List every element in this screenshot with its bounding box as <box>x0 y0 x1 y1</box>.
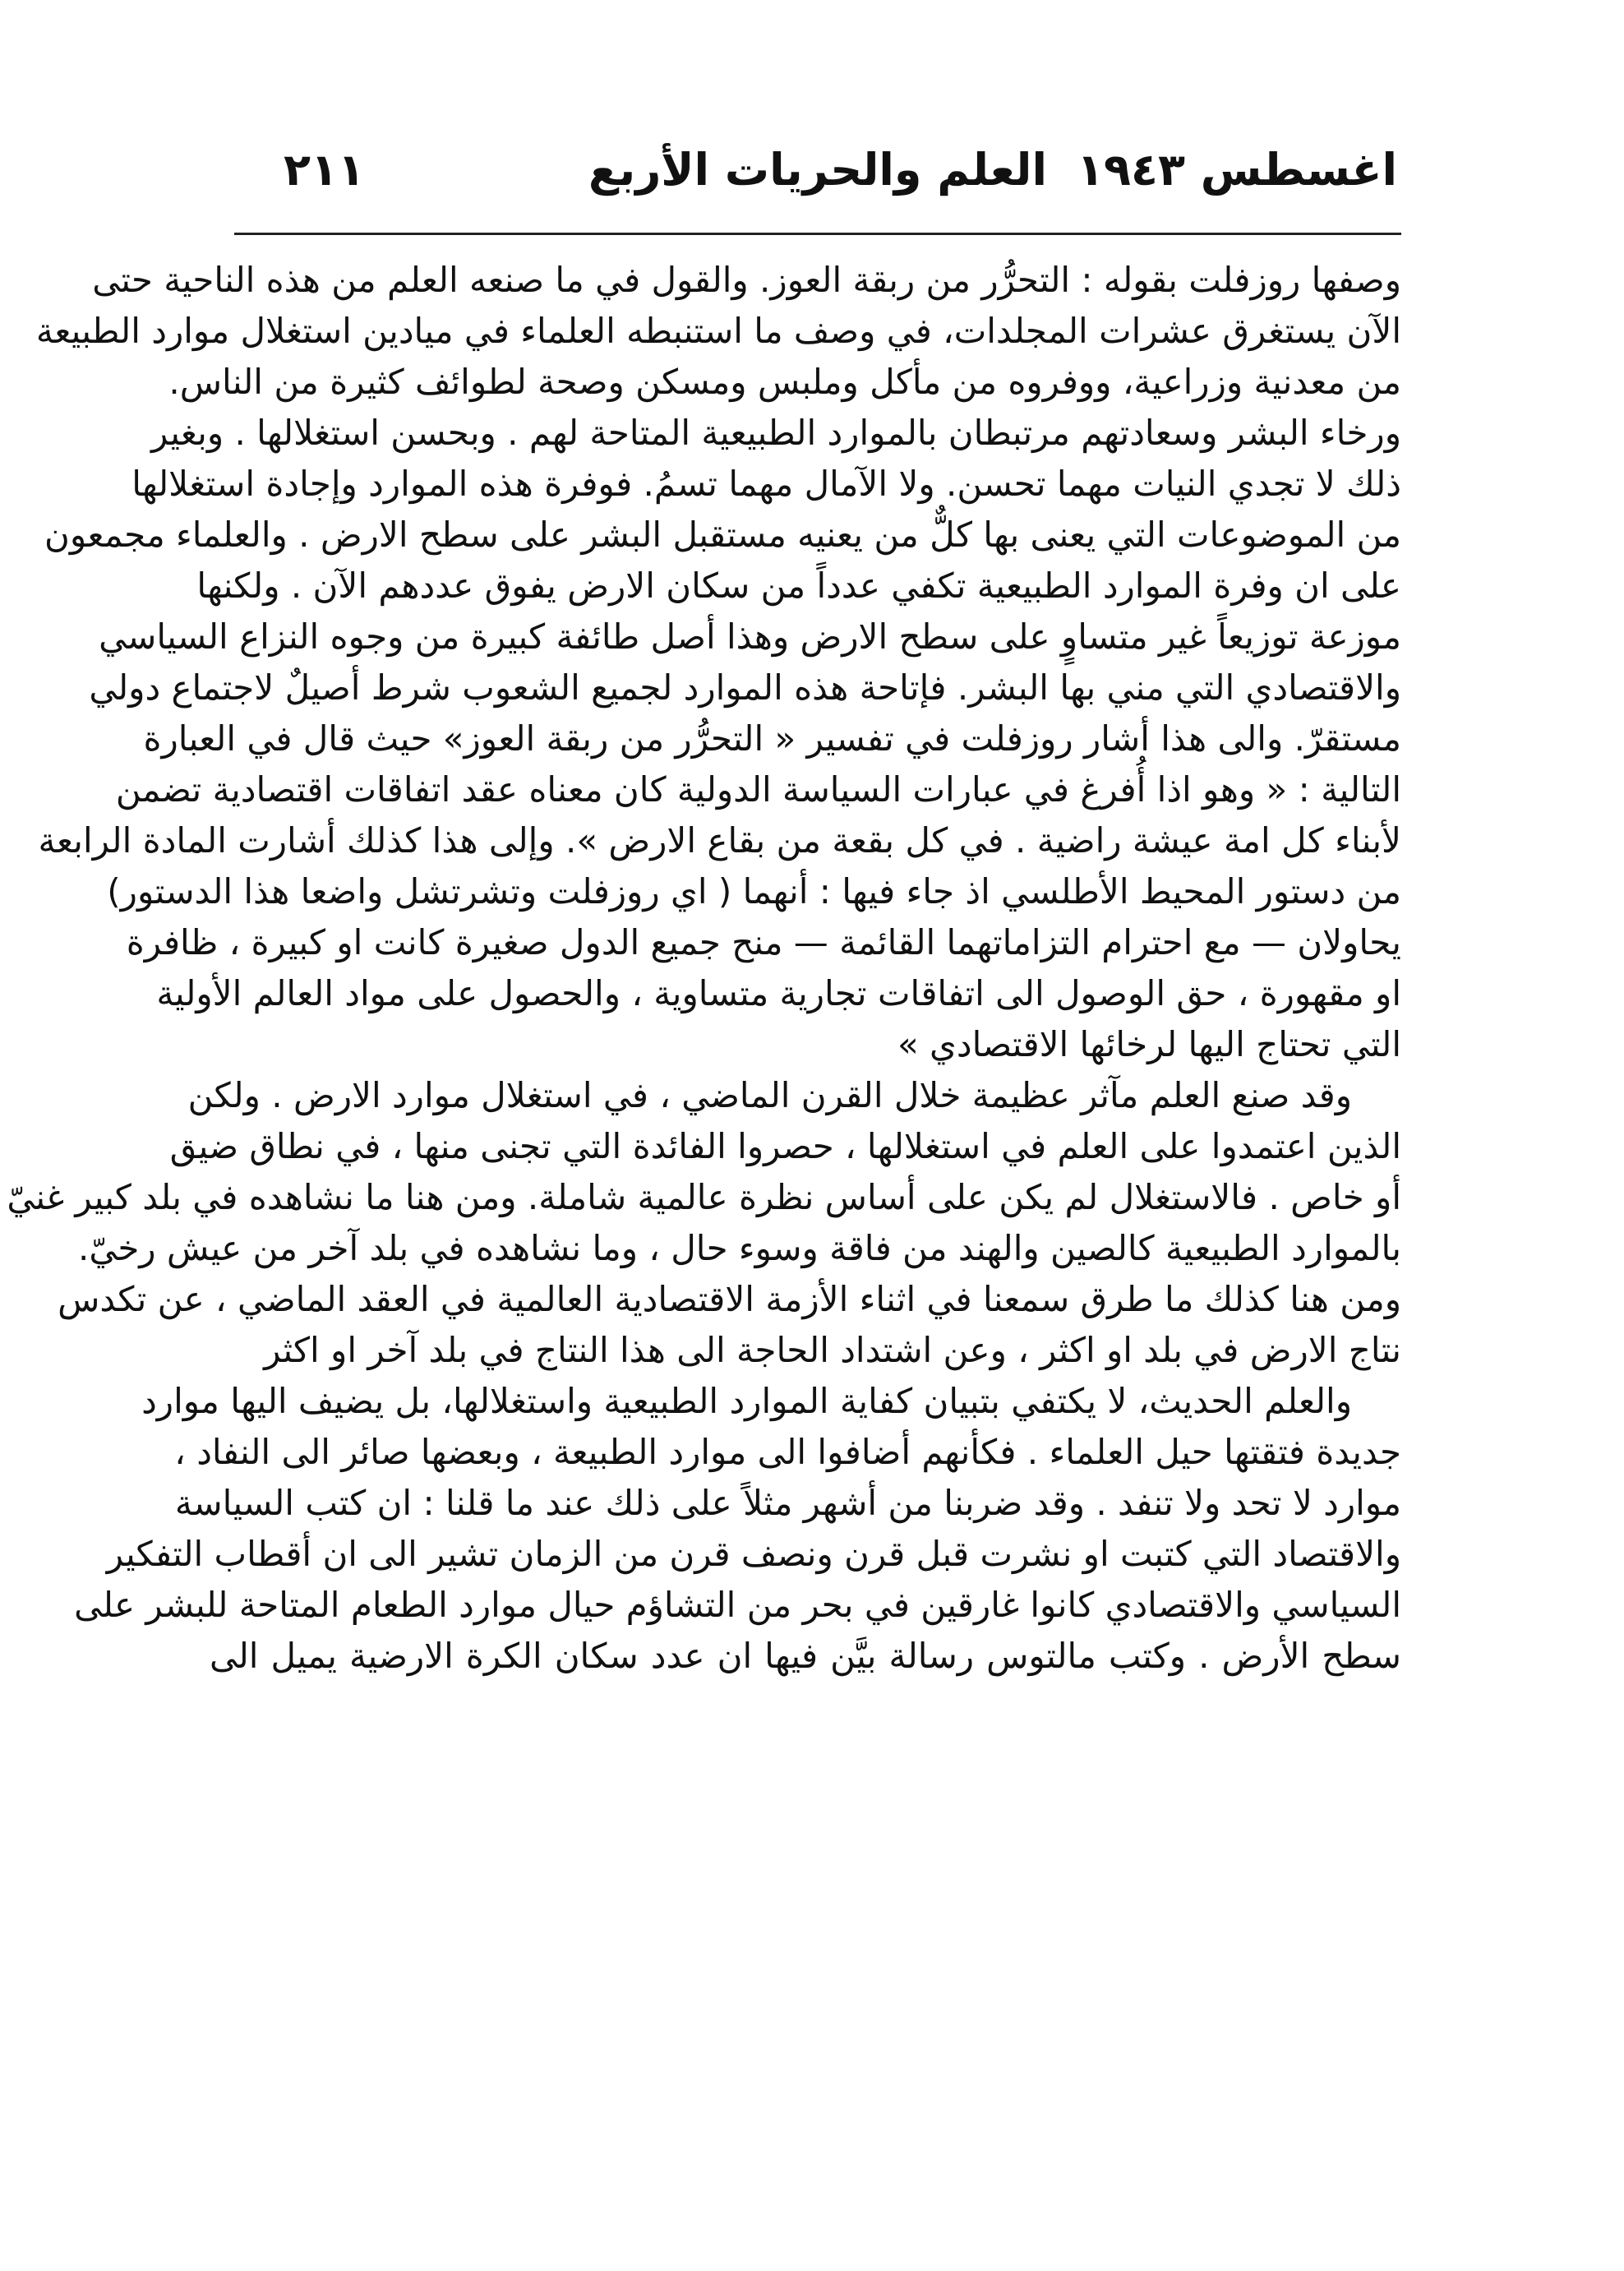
text-line: والاقتصادي التي مني بها البشر. فإتاحة هذه الموارد لجميع الشعوب شرط أصيلٌ لاجتماع دولي <box>89 667 1401 708</box>
text-line: أو خاص . فالاستغلال لم يكن على أساس نظرة عالمية شاملة. ومن هنا ما نشاهده في بلد كبير غنيّ <box>7 1177 1401 1217</box>
text-line: من دستور المحيط الأطلسي اذ جاء فيها : أنهما ( اي روزفلت وتشرتشل واضعا هذا الدستور) <box>107 871 1401 912</box>
text-line: الذين اعتمدوا على العلم في استغلالها ، حصروا الفائدة التي تجنى منها ، في نطاق ضيق <box>169 1126 1401 1166</box>
text-line: مستقرّ. والى هذا أشار روزفلت في تفسير « التحرُّر من ربقة العوز» حيث قال في العبارة <box>143 718 1401 759</box>
text-line: يحاولان — مع احترام التزاماتهما القائمة — منح جميع الدول صغيرة كانت او كبيرة ، ظافرة <box>126 922 1401 962</box>
header-rule <box>234 233 1401 235</box>
text-line: ذلك لا تجدي النيات مهما تحسن. ولا الآمال مهما تسمُ. فوفرة هذه الموارد وإجادة استغلالها <box>131 464 1401 504</box>
text-line: وقد صنع العلم مآثر عظيمة خلال القرن الماضي ، في استغلال موارد الارض . ولكن <box>187 1075 1352 1115</box>
text-line: موزعة توزيعاً غير متساوٍ على سطح الارض وهذا أصل طائفة كبيرة من وجوه النزاع السياسي <box>99 616 1401 657</box>
text-line: السياسي والاقتصادي كانوا غارقين في بحر من التشاؤم حيال موارد الطعام المتاحة للبشر على <box>74 1585 1401 1625</box>
text-line: التالية : « وهو اذا أُفرغ في عبارات السياسة الدولية كان معناه عقد اتفاقات اقتصادية تضمن <box>115 769 1401 810</box>
text-line: لأبناء كل امة عيشة راضية . في كل بقعة من بقاع الارض ». وإلى هذا كذلك أشارت المادة الرابعة <box>38 820 1401 861</box>
text-line: على ان وفرة الموارد الطبيعية تكفي عدداً من سكان الارض يفوق عددهم الآن . ولكنها <box>196 565 1401 606</box>
text-line: الآن يستغرق عشرات المجلدات، في وصف ما استنبطه العلماء في ميادين استغلال موارد الطبيعة <box>35 311 1401 351</box>
text-line: سطح الأرض . وكتب مالتوس رسالة بيَّن فيها ان عدد سكان الكرة الارضية يميل الى <box>210 1636 1401 1676</box>
text-line: جديدة فتقتها حيل العلماء . فكأنهم أضافوا الى موارد الطبيعة ، وبعضها صائر الى النفاد ، <box>174 1432 1401 1472</box>
page-header <box>238 144 1397 218</box>
text-line: وصفها روزفلت بقوله : التحرُّر من ربقة العوز. والقول في ما صنعه العلم من هذه الناحية حتى <box>92 260 1401 300</box>
article-body <box>7 255 1401 2195</box>
text-line: التي تحتاج اليها لرخائها الاقتصادي » <box>897 1024 1401 1064</box>
page-number: ٢١١ <box>284 144 365 196</box>
header-title: العلم والحريات الأربع <box>588 144 1047 196</box>
text-line: من الموضوعات التي يعنى بها كلٌّ من يعنيه مستقبل البشر على سطح الارض . والعلماء مجمعون <box>44 515 1401 555</box>
text-line: نتاج الارض في بلد او اكثر ، وعن اشتداد الحاجة الى هذا النتاج في بلد آخر او اكثر <box>264 1330 1401 1370</box>
text-line: ومن هنا كذلك ما طرق سمعنا في اثناء الأزمة الاقتصادية العالمية في العقد الماضي ، عن تكدس <box>58 1279 1401 1319</box>
text-line: والاقتصاد التي كتبت او نشرت قبل قرن ونصف قرن من الزمان تشير الى ان أقطاب التفكير <box>106 1534 1401 1574</box>
header-date: اغسطس ١٩٤٣ <box>1077 144 1397 196</box>
text-line: من معدنية وزراعية، ووفروه من مأكل وملبس ومسكن وصحة لطوائف كثيرة من الناس. <box>168 362 1401 402</box>
text-line: والعلم الحديث، لا يكتفي بتبيان كفاية الموارد الطبيعية واستغلالها، بل يضيف اليها موارد <box>141 1381 1352 1421</box>
text-line: بالموارد الطبيعية كالصين والهند من فاقة وسوء حال ، وما نشاهده في بلد آخر من عيش رخيّ. <box>77 1228 1401 1268</box>
text-line: موارد لا تحد ولا تنفد . وقد ضربنا من أشهر مثلاً على ذلك عند ما قلنا : ان كتب السياسة <box>174 1483 1401 1523</box>
text-line: ورخاء البشر وسعادتهم مرتبطان بالموارد الطبيعية المتاحة لهم . وبحسن استغلالها . وبغير <box>151 413 1401 453</box>
text-line: او مقهورة ، حق الوصول الى اتفاقات تجارية متساوية ، والحصول على مواد العالم الأولية <box>156 973 1401 1013</box>
